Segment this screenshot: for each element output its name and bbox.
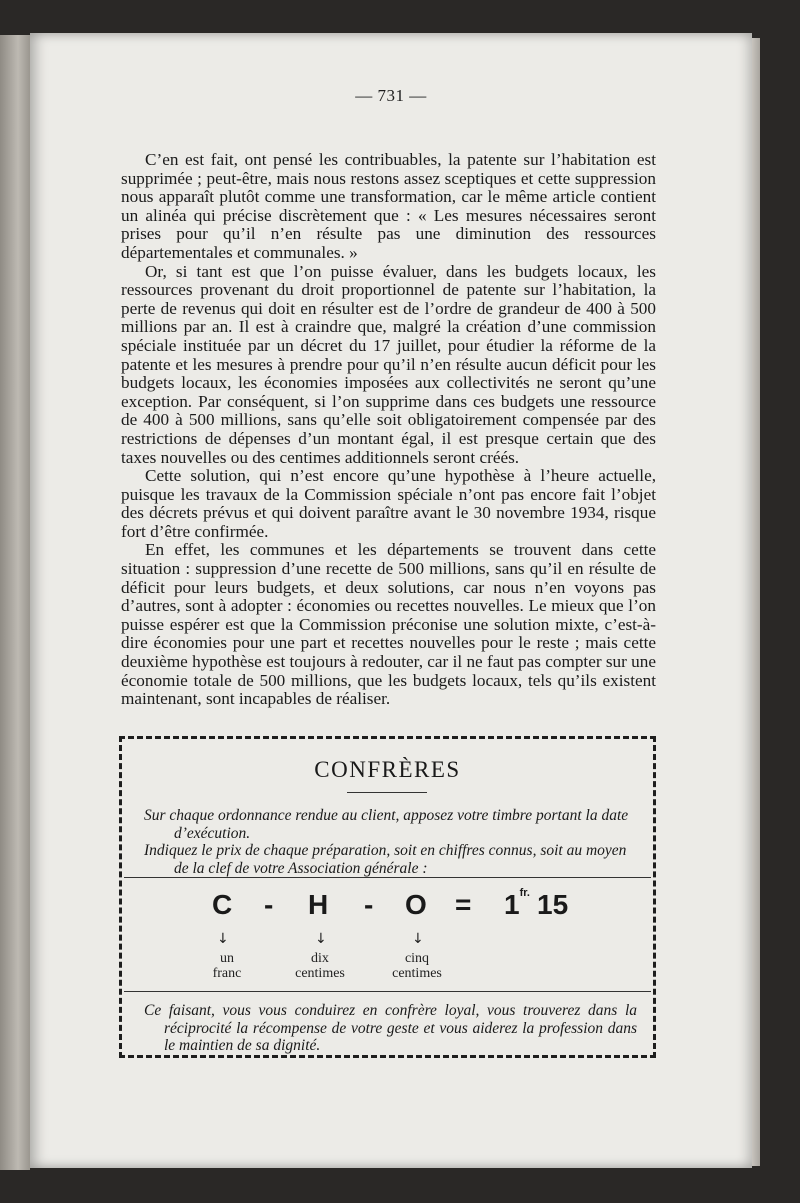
formula-dash: - — [364, 889, 374, 920]
paragraph: Cette solution, qui n’est encore qu’une hypothèse à l’heure actuelle, puisque les travaux de la Commission spéciale n’ont pas encore fait l’objet des décrets prévus et qui doivent paraître avant le 30 novembre 1934, risque fort d’être confirmée. — [121, 466, 656, 541]
book-page — [30, 33, 752, 1168]
divider-bottom — [124, 991, 651, 992]
arrow-down-icon: ↓ — [217, 931, 229, 947]
unit-line: cinq — [404, 951, 430, 966]
paragraph: C’en est fait, ont pensé les contribuables, la patente sur l’habitation est supprimée ; peut-être, mais nous restons assez sceptiques et cette suppression nous apparaît plutôt comme une transformation, car le même article contient un alinéa qui précise discrètement que : « Les mesures nécessaires seront prises pour qu’il n’en résulte pas une diminution des ressources départementales et communales. » — [121, 150, 656, 262]
closing-text: Ce faisant, vous vous conduirez en confrère loyal, vous trouverez dans la réciprocité la récompense de votre geste et vous aiderez la profession dans le maintien de sa dignité. — [144, 1002, 637, 1054]
price-unit: fr. — [519, 887, 530, 899]
paragraph: Or, si tant est que l’on puisse évaluer, dans les budgets locaux, les ressources provenant du droit proportionnel de patente sur l’habitation, la perte de revenus qui doit en résulter est de l’ordre de grandeur de 400 à 500 millions par an. Il est à craindre que, malgré la création d’une commission spéciale instituée par un décret du 17 juillet, pour étudier la réforme de la patente et les mesures à prendre pour qu’il n’en résulte aucun déficit pour les budgets locaux, les économies imposées aux collectivités ne seront qu’une exception. Par conséquent, si l’on supprime dans ces budgets une ressource de 400 à 500 millions, sans qu’elle soit obligatoirement compensée par des restrictions de dépenses d’un montant égal, il est presque certain que des taxes nouvelles ou des centimes additionnels seront créés. — [121, 261, 656, 467]
confreres-notice-box — [119, 736, 656, 1058]
unit-label-c — [187, 951, 267, 981]
price-integer: 1 — [504, 889, 520, 920]
notice-closing — [144, 1002, 637, 1055]
unit-line: un — [220, 951, 234, 966]
formula-dash: - — [264, 889, 274, 920]
unit-label-h — [280, 951, 360, 981]
paragraph: En effet, les communes et les départements se trouvent dans cette situation : suppression d’une recette de 500 millions, sans qu’il en résulte de déficit pour leurs budgets, et deux solutions, car nous n’en voyons pas d’autres, sont à adopter : économies ou recettes nouvelles. Le mieux que l’on puisse espérer est que la Commission préconise une solution mixte, c’est-à-dire économies pour une part et recettes nouvelles pour le reste ; mais cette deuxième hypothèse est toujours à redouter, car il ne faut pas compter sur une économie totale de 500 millions, que les budgets locaux, tels qu’ils existent maintenant, sont incapables de réaliser. — [121, 540, 656, 709]
divider-top — [124, 877, 651, 878]
unit-line: centimes — [392, 966, 442, 981]
notice-title: CONFRÈRES — [314, 757, 461, 782]
unit-line: franc — [212, 966, 242, 981]
arrow-down-icon: ↓ — [412, 931, 424, 947]
instruction-price: Indiquez le prix de chaque préparation, soit en chiffres connus, soit au moyen de la clef de votre Association générale : — [144, 842, 627, 877]
instruction-date: Sur chaque ordonnance rendue au client, apposez votre timbre portant la date d’exécution. — [144, 807, 629, 842]
formula-letter-h: H — [308, 889, 329, 920]
unit-label-o — [377, 951, 457, 981]
title-underline — [347, 792, 427, 793]
unit-line: centimes — [295, 966, 345, 981]
facing-page-edge — [0, 35, 30, 1170]
formula-price — [504, 889, 530, 921]
arrow-down-icon: ↓ — [315, 931, 327, 947]
price-decimal: 15 — [537, 889, 569, 920]
formula-letter-c: C — [212, 889, 233, 920]
page-number: — 731 — — [355, 86, 427, 105]
article-body — [121, 151, 656, 709]
notice-instructions — [144, 807, 637, 877]
formula-letter-o: O — [405, 889, 427, 920]
unit-line: dix — [311, 951, 329, 966]
formula-equals: = — [455, 889, 472, 920]
